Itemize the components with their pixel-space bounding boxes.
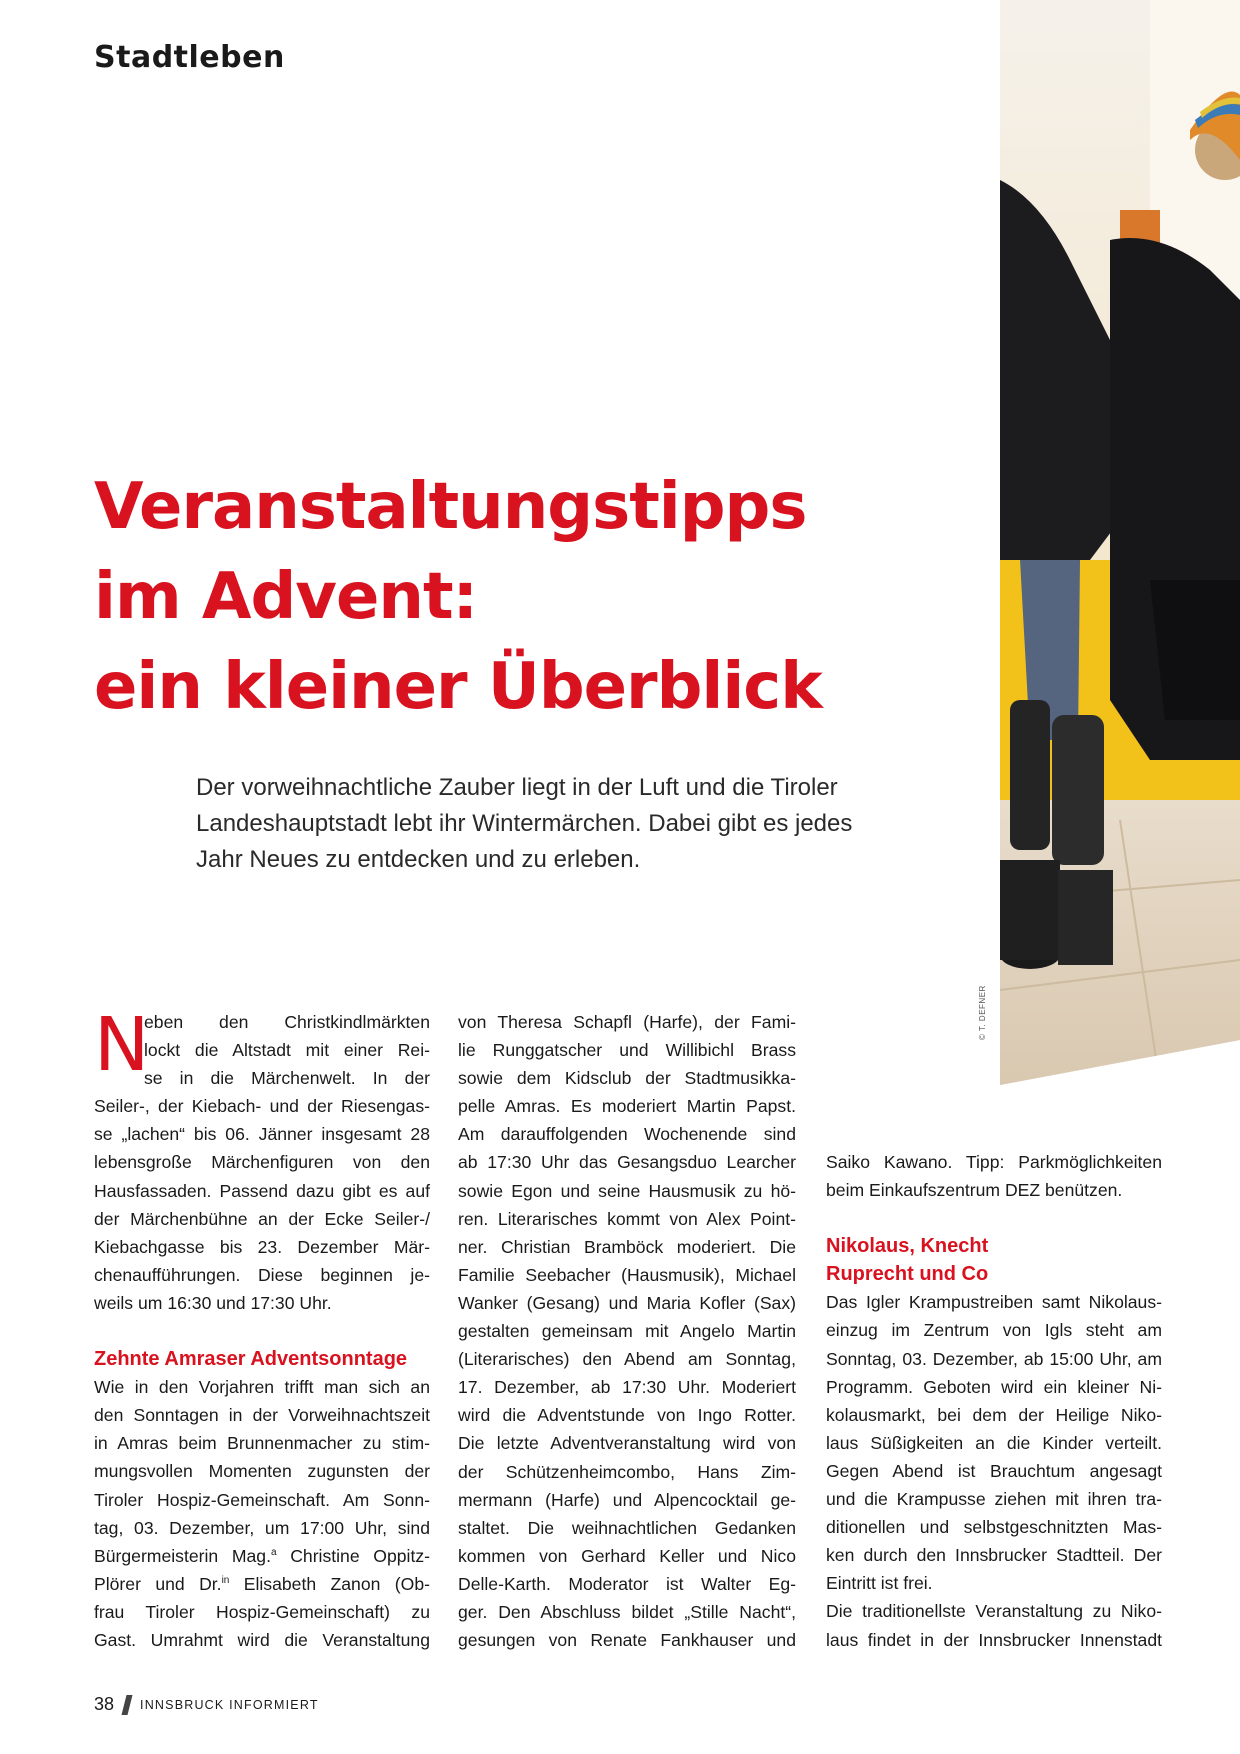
slash-divider-icon <box>122 1695 133 1715</box>
text-line: staltet. Die weihnachtlichen Gedanken <box>458 1517 796 1538</box>
text-line: den Sonntagen in der Vorweihnachtszeit <box>94 1405 430 1426</box>
text-line <box>94 1570 430 1598</box>
text-line: pelle Amras. Es moderiert Martin Papst. <box>458 1096 796 1117</box>
article-column-2 <box>458 1008 796 1654</box>
publication-name: INNSBRUCK INFORMIERT <box>140 1697 319 1712</box>
text-line: wird die Adventstunde von Ingo Rotter. <box>458 1405 796 1426</box>
photo-credit: © T. DEFNER <box>978 985 987 1040</box>
superscript: in <box>221 1574 230 1586</box>
text-line: lebensgroße Märchenfiguren von den <box>94 1152 430 1173</box>
text-line: laus Süßigkeiten an die Kinder verteilt. <box>826 1432 1162 1453</box>
text-line: ger. Den Abschluss bildet „Stille Nacht“, <box>458 1601 796 1622</box>
drop-cap: N <box>94 1002 150 1088</box>
text-fragment: Bürgermeisterin Mag. <box>94 1545 271 1566</box>
photo-people-in-winter-jackets-icon <box>1000 0 1240 1085</box>
text-line: 17. Dezember, ab 17:30 Uhr. Moderiert <box>458 1377 796 1398</box>
text-line: Wanker (Gesang) und Maria Kofler (Sax) <box>458 1292 796 1313</box>
text-line: Sonntag, 03. Dezember, ab 15:00 Uhr, am <box>826 1348 1162 1369</box>
text-line: Hausfassaden. Passend dazu gibt es auf <box>94 1180 430 1201</box>
text-line: der Schützenheimcombo, Hans Zim- <box>458 1461 796 1482</box>
text-line: und die Krampusse ziehen mit ihren tra- <box>826 1489 1162 1510</box>
text-line: Seiler-, der Kiebach- und der Riesengas- <box>94 1096 430 1117</box>
section-label: Stadtleben <box>94 40 285 75</box>
text-line: Wie in den Vorjahren trifft man sich an <box>94 1377 430 1398</box>
text-line: sowie Egon und seine Hausmusik zu hö- <box>458 1180 796 1201</box>
text-fragment: Plörer und Dr. <box>94 1573 222 1594</box>
headline-line: Veranstaltungstipps <box>94 470 807 544</box>
subheading-amraser-adventsonntage: Zehnte Amraser Adventsonntage <box>94 1348 408 1371</box>
text-line: kolausmarkt, bei dem der Heilige Niko- <box>826 1404 1162 1425</box>
text-line: Delle-Karth. Moderator ist Walter Eg- <box>458 1573 796 1594</box>
text-line: (Literarisches) den Abend am Sonntag, <box>458 1349 796 1370</box>
text-line: lie Runggatscher und Willibichl Brass <box>458 1040 796 1061</box>
text-line: Eintritt ist frei. <box>826 1573 933 1594</box>
article-column-1 <box>94 1008 430 1654</box>
text-line: Tiroler Hospiz-Gemeinschaft. Am Sonn- <box>94 1489 430 1510</box>
text-line: ken durch den Innsbrucker Stadtteil. Der <box>826 1545 1162 1566</box>
text-line: in Amras beim Brunnenmacher zu stim- <box>94 1433 430 1454</box>
subheading-nikolaus: Nikolaus, Knecht <box>826 1235 989 1258</box>
text-line: laus findet in der Innsbrucker Innenstadt <box>826 1629 1162 1650</box>
text-line: Familie Seebacher (Hausmusik), Michael <box>458 1264 796 1285</box>
text-line: kommen von Gerhard Keller und Nico <box>458 1545 796 1566</box>
headline <box>94 462 822 732</box>
text-line: mermann (Harfe) und Alpencocktail ge- <box>458 1489 796 1510</box>
article-column-3 <box>826 1148 1162 1654</box>
page-number: 38 <box>94 1694 115 1714</box>
text-line: chenaufführungen. Diese beginnen je- <box>94 1264 430 1285</box>
text-line: Programm. Geboten wird ein kleiner Ni- <box>826 1376 1162 1397</box>
text-line: der Märchenbühne an der Ecke Seiler-/ <box>94 1208 430 1229</box>
text-line: eben den Christkindlmärkten <box>144 1012 430 1032</box>
text-line: einzug im Zentrum von Igls steht am <box>826 1320 1162 1341</box>
text-fragment: Elisabeth Zanon (Ob- <box>229 1573 430 1594</box>
text-line: Gegen Abend ist Brauchtum angesagt <box>826 1460 1162 1481</box>
text-fragment: Christine Oppitz- <box>276 1545 430 1566</box>
text-line: ab 17:30 Uhr das Gesangsduo Learcher <box>458 1152 796 1173</box>
superscript: a <box>270 1546 277 1558</box>
text-line: se „lachen“ bis 06. Jänner insgesamt 28 <box>94 1124 430 1145</box>
text-line: se in die Märchenwelt. In der <box>144 1068 430 1089</box>
text-line: mungsvollen Momenten zugunsten der <box>94 1461 430 1482</box>
text-line: Am darauffolgenden Wochenende sind <box>458 1124 796 1145</box>
text-line: Saiko Kawano. Tipp: Parkmöglichkeiten <box>826 1152 1162 1172</box>
headline-line: ein kleiner Überblick <box>94 650 822 724</box>
text-line: gesungen von Renate Fankhauser und <box>458 1630 796 1651</box>
text-line: Das Igler Krampustreiben samt Nikolaus- <box>826 1292 1162 1313</box>
text-line: frau Tiroler Hospiz-Gemeinschaft) zu <box>94 1601 430 1622</box>
text-line: von Theresa Schapfl (Harfe), der Fami- <box>458 1012 796 1032</box>
intro-line: Landeshauptstadt lebt ihr Wintermärchen. Dabei gibt es jedes <box>196 810 853 837</box>
text-line: ditionellen und selbstgeschnitzten Mas- <box>826 1517 1162 1538</box>
text-line: Die letzte Adventveranstaltung wird von <box>458 1433 796 1454</box>
subheading-nikolaus: Ruprecht und Co <box>826 1263 989 1286</box>
text-line: Kiebachgasse bis 23. Dezember Mär- <box>94 1236 430 1257</box>
text-line: Gast. Umrahmt wird die Veranstaltung <box>94 1629 430 1650</box>
text-line: ren. Literarisches kommt von Alex Point- <box>458 1208 796 1229</box>
intro-line: Jahr Neues zu entdecken und zu erleben. <box>196 846 641 873</box>
headline-line: im Advent: <box>94 560 478 634</box>
intro-lead <box>196 770 896 878</box>
text-line <box>94 1542 430 1570</box>
text-line: gestalten gemeinsam mit Angelo Martin <box>458 1321 796 1342</box>
intro-line: Der vorweihnachtliche Zauber liegt in der Luft und die Tiroler <box>196 774 838 801</box>
text-line: ner. Christian Bramböck moderiert. Die <box>458 1236 796 1257</box>
page-footer <box>94 1694 319 1715</box>
text-line: weils um 16:30 und 17:30 Uhr. <box>94 1292 332 1313</box>
text-line: sowie dem Kidsclub der Stadtmusikka- <box>458 1068 796 1089</box>
article-photo <box>1000 0 1240 1085</box>
text-line: Die traditionellste Veranstaltung zu Niko- <box>826 1601 1162 1622</box>
text-line: lockt die Altstadt mit einer Rei- <box>144 1040 430 1061</box>
text-line: tag, 03. Dezember, um 17:00 Uhr, sind <box>94 1517 430 1538</box>
text-line: beim Einkaufszentrum DEZ benützen. <box>826 1180 1123 1201</box>
